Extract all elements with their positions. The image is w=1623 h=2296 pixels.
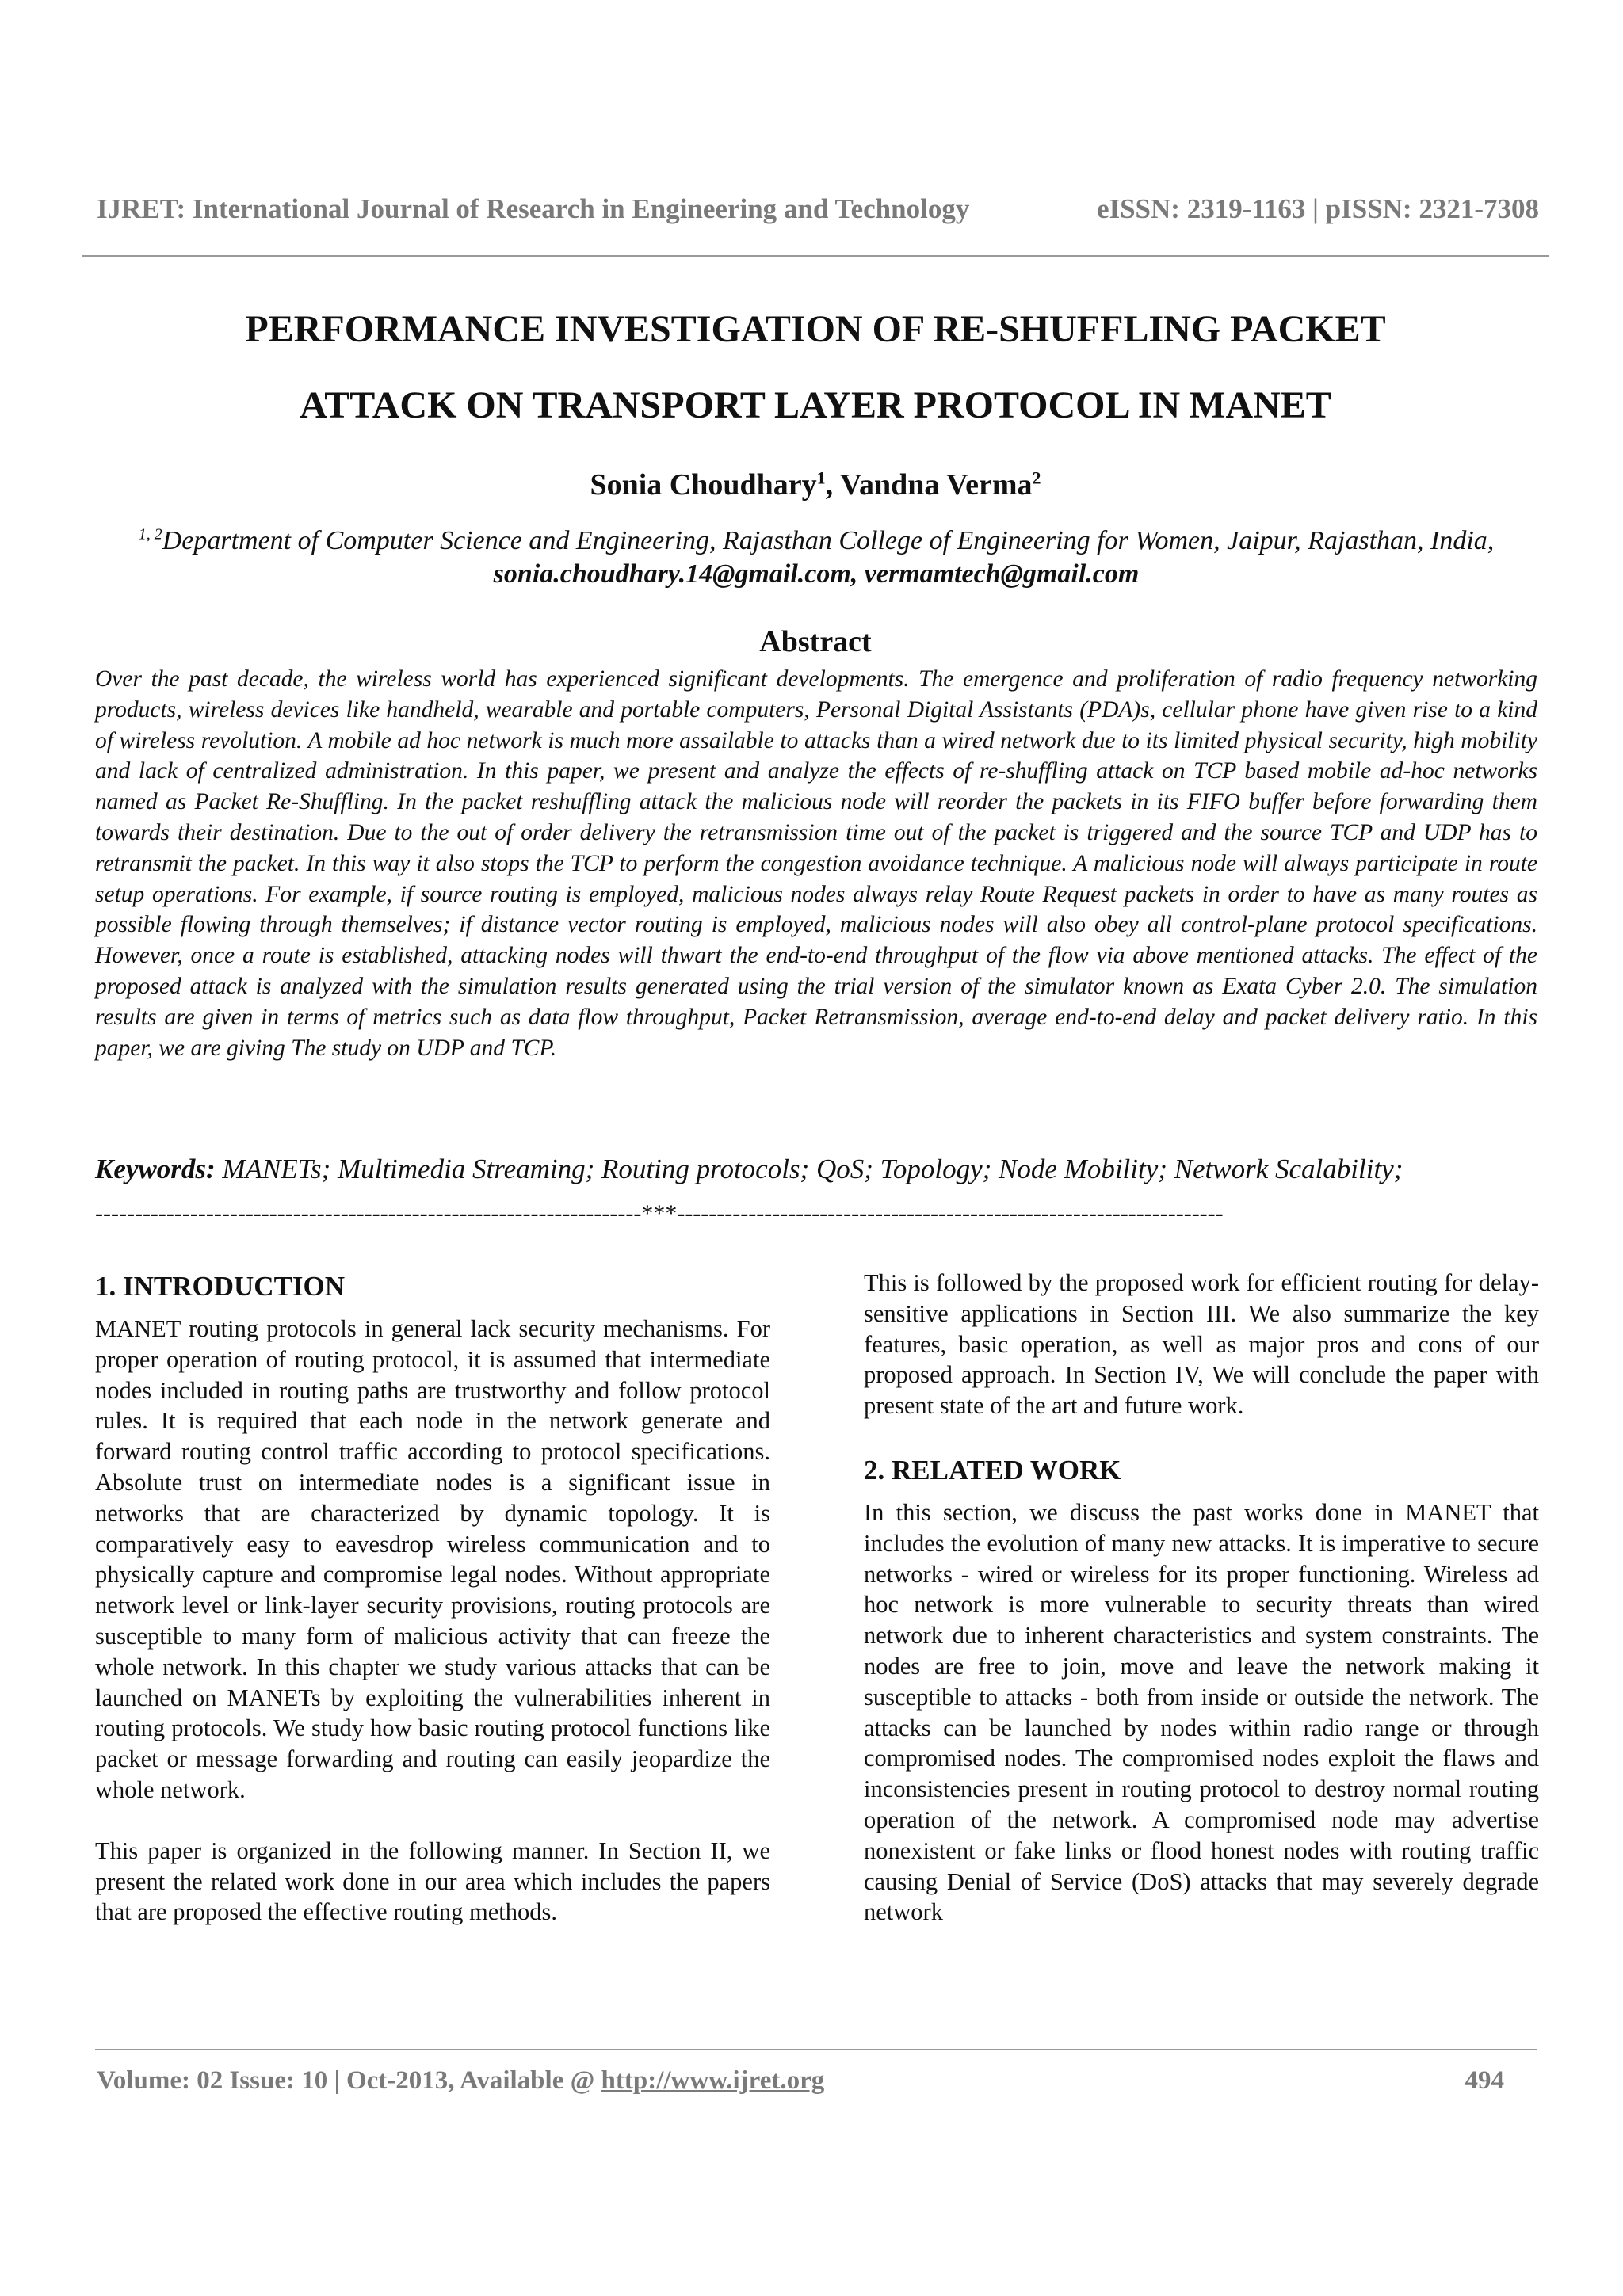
header-rule — [82, 255, 1549, 257]
introduction-heading: 1. INTRODUCTION — [95, 1271, 346, 1302]
author-1-sup: 1 — [816, 467, 826, 488]
affiliation-sup: 1, 2 — [138, 525, 162, 543]
issn: eISSN: 2319-1163 | pISSN: 2321-7308 — [1096, 193, 1539, 224]
page-number: 494 — [1465, 2066, 1504, 2095]
section-separator: ---------------------------------------------------------------------***--------------------------------------------------------------------- — [95, 1200, 1224, 1226]
right-column — [864, 1268, 1539, 1928]
related-work-heading: 2. RELATED WORK — [864, 1454, 1121, 1486]
abstract-body: Over the past decade, the wireless world has experienced significant developments. The emergence and proliferation of radio frequency networking products, wireless devices like handheld, wearable and portable computers, Personal Digital Assistants (PDA)s, cellular phone have given rise to a kind of wireless revolution. A mobile ad hoc network is much more assailable to attacks than a wired network due to its limited physical security, high mobility and lack of centralized administration. In this paper, we present and analyze the effects of re-shuffling attack on TCP based mobile ad-hoc networks named as Packet Re-Shuffling. In the packet reshuffling attack the malicious node will reorder the packets in its FIFO buffer before forwarding them towards their destination. Due to the out of order delivery the retransmission time out of the packet is triggered and the source TCP and UDP has to retransmit the packet. In this way it also stops the TCP to perform the congestion avoidance technique. A malicious node will always participate in route setup operations. For example, if source routing is employed, malicious nodes always relay Route Request packets in order to have as many routes as possible flowing through themselves; if distance vector routing is employed, malicious nodes will also obey all control-plane protocol specifications. However, once a route is established, attacking nodes will thwart the end-to-end throughput of the flow via above mentioned attacks. The effect of the proposed attack is analyzed with the simulation results generated using the trial version of the simulator known as Exata Cyber 2.0. The simulation results are given in terms of metrics such as data flow throughput, Packet Retransmission, average end-to-end delay and packet delivery ratio. In this paper, we are giving The study on UDP and TCP. — [95, 666, 1537, 1061]
affiliation — [95, 524, 1537, 591]
keywords-text: MANETs; Multimedia Streaming; Routing protocols; QoS; Topology; Node Mobility; Network Scalability; — [215, 1154, 1403, 1184]
author-emails[interactable]: sonia.choudhary.14@gmail.com, vermamtech@gmail.com — [493, 559, 1140, 589]
author-2: Vandna Verma — [839, 468, 1033, 502]
paragraph-gap — [864, 1421, 1539, 1451]
left-column — [95, 1268, 770, 1928]
introduction-paragraph-2: This paper is organized in the following manner. In Section II, we present the related work done in our area which includes the papers that are proposed the effective routing methods. — [95, 1836, 770, 1926]
related-work-paragraph-1: In this section, we discuss the past works done in MANET that includes the evolution of many new attacks. It is imperative to secure networks - wired or wireless for its proper functioning. Wireless ad hoc network is more vulnerable to security threats than wired network due to inherent characteristics and system constraints. The nodes are free to join, move and leave the network making it susceptible to attacks - both from inside or outside the network. The attacks can be launched by nodes within radio range or through compromised nodes. The compromised nodes exploit the flaws and inconsistencies present in routing protocol to destroy normal routing operation of the network. A compromised node may advertise nonexistent or fake links or flood honest nodes with routing traffic causing Denial of Service (DoS) attacks that may severely degrade network — [864, 1498, 1539, 1926]
author-separator: , — [825, 468, 840, 502]
paragraph-gap — [95, 1806, 770, 1836]
journal-url-link[interactable]: http://www.ijret.org — [601, 2066, 825, 2095]
authors — [82, 467, 1549, 502]
title-line-2: ATTACK ON TRANSPORT LAYER PROTOCOL IN MANET — [300, 384, 1331, 426]
abstract-heading: Abstract — [759, 625, 872, 658]
journal-name: IJRET: International Journal of Research in Engineering and Technology — [97, 193, 970, 224]
footer-rule — [95, 2049, 1537, 2050]
footer-volume — [97, 2066, 824, 2096]
introduction-paragraph-3: This is followed by the proposed work for efficient routing for delay-sensitive applications in Section III. We also summarize the key features, basic operation, as well as major pros and cons of our proposed approach. In Section IV, We will conclude the paper with present state of the art and future work. — [864, 1269, 1539, 1420]
title-line-1: PERFORMANCE INVESTIGATION OF RE-SHUFFLING PACKET — [245, 308, 1386, 350]
introduction-paragraph-1: MANET routing protocols in general lack security mechanisms. For proper operation of routing protocol, it is assumed that intermediate nodes included in routing paths are trustworthy and follow protocol rules. It is required that each node in the network generate and forward routing control traffic according to protocol specifications. Absolute trust on intermediate nodes is a significant issue in networks that are characterized by dynamic topology. It is comparatively easy to eavesdrop wireless communication and to physically capture and compromise legal nodes. Without appropriate network level or link-layer security provisions, routing protocols are susceptible to many form of malicious activity that can freeze the whole network. In this chapter we study various attacks that can be launched on MANETs by exploiting the vulnerabilities inherent in routing protocols. We study how basic routing protocol functions like packet or message forwarding and routing can easily jeopardize the whole network. — [95, 1315, 770, 1803]
footer-volume-text: Volume: 02 Issue: 10 | Oct-2013, Available @ — [97, 2066, 601, 2095]
author-2-sup: 2 — [1032, 467, 1041, 488]
running-footer — [97, 2066, 1504, 2096]
keywords — [95, 1154, 1553, 1185]
running-header — [97, 193, 1539, 225]
affiliation-text: Department of Computer Science and Engineering, Rajasthan College of Engineering for Women, Jaipur, Rajasthan, India, — [162, 526, 1495, 555]
author-1: Sonia Choudhary — [590, 468, 817, 502]
keywords-label: Keywords: — [95, 1154, 216, 1184]
paper-title — [82, 292, 1549, 444]
